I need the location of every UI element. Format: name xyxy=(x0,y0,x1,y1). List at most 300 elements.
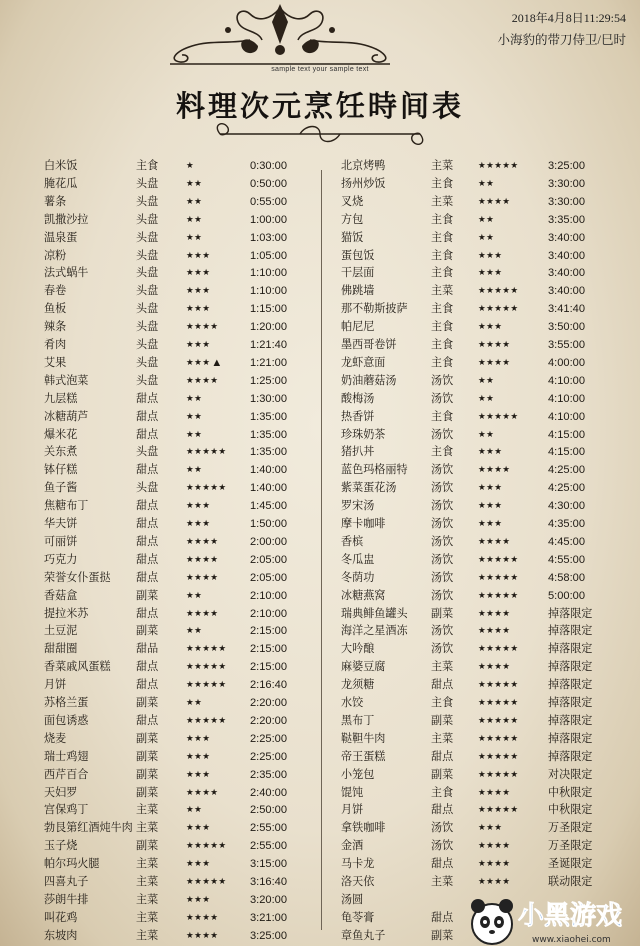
star-rating: ★★★★★ xyxy=(478,572,519,583)
recipe-name: 宫保鸡丁 xyxy=(44,804,89,817)
star-rating: ★★★ xyxy=(186,519,211,529)
recipe-type: 汤饮 xyxy=(431,643,454,656)
cook-time: 1:40:00 xyxy=(250,464,288,477)
star-rating: ★★★★★ xyxy=(478,644,519,655)
recipe-name: 龙须糖 xyxy=(341,679,375,692)
recipe-name: 馄饨 xyxy=(341,786,364,799)
recipe-type: 甜点 xyxy=(136,410,159,423)
recipe-name: 肴肉 xyxy=(44,339,67,351)
recipe-name: 香菇盒 xyxy=(44,589,78,602)
star-rating: ★★★★★ xyxy=(478,769,519,780)
recipe-type: 副菜 xyxy=(136,732,159,745)
star-rating: ★★★★★ xyxy=(478,554,519,565)
recipe-type: 汤饮 xyxy=(431,518,454,530)
recipe-name: 辣条 xyxy=(44,321,67,334)
star-rating: ★★★★★ xyxy=(186,447,227,458)
star-rating: ★★★ ▲ xyxy=(186,357,221,368)
recipe-type: 主菜 xyxy=(136,911,159,924)
recipe-name: 月饼 xyxy=(44,679,67,692)
recipe-name: 荣誉女仆蛋挞 xyxy=(44,571,111,584)
cook-time: 4:58:00 xyxy=(548,571,586,584)
star-rating: ★★★★★ xyxy=(478,680,519,691)
recipe-type: 甜点 xyxy=(136,661,159,674)
star-rating: ★★★ xyxy=(186,823,211,834)
cook-time: 3:40:00 xyxy=(548,267,586,280)
recipe-name: 蛋包饭 xyxy=(341,249,375,262)
cook-time: 2:55:00 xyxy=(250,822,288,835)
recipe-name: 罗宋汤 xyxy=(341,500,375,513)
recipe-name: 爆米花 xyxy=(44,428,78,441)
star-rating: ★★★ xyxy=(186,894,211,905)
recipe-type: 主食 xyxy=(431,697,454,709)
star-rating: ★★ xyxy=(186,465,203,476)
star-rating: ★★ xyxy=(186,698,203,708)
cook-time: 3:25:00 xyxy=(548,160,586,172)
cook-time: 2:16:40 xyxy=(250,679,288,692)
star-rating: ★★★★★ xyxy=(186,877,227,887)
cook-time: 2:15:00 xyxy=(250,625,288,638)
cook-time: 0:55:00 xyxy=(250,195,288,208)
recipe-name: 腌花瓜 xyxy=(44,177,78,190)
recipe-name: 苏格兰蛋 xyxy=(44,697,89,709)
recipe-name: 春卷 xyxy=(44,285,67,298)
star-rating: ★★★★★ xyxy=(186,841,227,852)
star-rating: ★★★★ xyxy=(186,554,219,565)
recipe-type: 主食 xyxy=(431,446,454,459)
cook-time: 1:20:00 xyxy=(250,321,288,334)
cook-time: 2:15:00 xyxy=(250,661,288,674)
star-rating: ★★★ xyxy=(478,483,503,494)
cook-time: 4:35:00 xyxy=(548,518,586,530)
recipe-name: 温泉蛋 xyxy=(44,231,78,244)
logo-url: www.xiaohei.com xyxy=(532,935,611,945)
recipe-type: 甜点 xyxy=(136,553,159,566)
star-rating: ★★★★★ xyxy=(478,715,519,726)
star-rating: ★★★★★ xyxy=(186,680,227,691)
recipe-type: 副菜 xyxy=(431,607,454,620)
star-rating: ★★★★ xyxy=(186,536,219,547)
star-rating: ★★★★ xyxy=(186,787,219,798)
cook-time: 2:25:00 xyxy=(250,732,288,745)
recipe-type: 甜点 xyxy=(431,679,454,692)
star-rating: ★★★ xyxy=(186,733,211,744)
recipe-type: 副菜 xyxy=(136,697,159,709)
star-rating: ★★★★ xyxy=(478,465,511,476)
recipe-type: 甜点 xyxy=(136,464,159,477)
recipe-type: 副菜 xyxy=(136,840,159,853)
recipe-name: 土豆泥 xyxy=(44,625,78,638)
recipe-name: 鱼子酱 xyxy=(44,482,78,495)
cook-time: 2:55:00 xyxy=(250,840,288,853)
star-rating: ★★★ xyxy=(478,447,503,458)
recipe-type: 汤饮 xyxy=(431,500,454,513)
star-rating: ★★★★★ xyxy=(186,644,227,655)
recipe-name: 焦糖布丁 xyxy=(44,500,89,513)
cook-time: 4:45:00 xyxy=(548,535,586,548)
recipe-type: 甜点 xyxy=(136,679,159,692)
cook-time: 1:25:00 xyxy=(250,374,288,387)
recipe-type: 主菜 xyxy=(431,876,454,888)
recipe-name: 法式蜗牛 xyxy=(44,267,89,280)
star-rating: ★★ xyxy=(478,178,495,189)
recipe-name: 珍珠奶茶 xyxy=(341,428,386,441)
recipe-type: 副菜 xyxy=(136,589,159,602)
star-rating: ★★★ xyxy=(478,519,503,529)
cook-time: 4:00:00 xyxy=(548,356,586,369)
recipe-name: 九层糕 xyxy=(44,392,78,405)
recipe-name: 猫饭 xyxy=(341,231,364,244)
author-subtitle: 小海豹的带刀侍卫/巳时 xyxy=(497,33,626,47)
recipe-type: 头盘 xyxy=(136,231,159,244)
cook-time: 4:25:00 xyxy=(548,464,586,477)
recipe-type: 主菜 xyxy=(136,893,159,906)
recipe-type: 头盘 xyxy=(136,356,159,369)
recipe-name: 天妇罗 xyxy=(44,786,78,799)
recipe-type: 主食 xyxy=(136,160,159,172)
star-rating: ★★★★★ xyxy=(478,161,519,171)
cook-time: 1:15:00 xyxy=(250,303,288,316)
cook-time: 4:55:00 xyxy=(548,553,586,566)
star-rating: ★★★★ xyxy=(478,859,511,870)
cook-time: 2:35:00 xyxy=(250,768,288,781)
star-rating: ★★ xyxy=(186,411,203,422)
cook-time: 1:21:00 xyxy=(250,356,288,369)
cook-time: 1:35:00 xyxy=(250,446,288,459)
recipe-name: 华夫饼 xyxy=(44,518,78,530)
panda-icon xyxy=(471,899,513,944)
cook-time: 联动限定 xyxy=(548,876,593,888)
recipe-type: 甜点 xyxy=(136,714,159,727)
star-rating: ★★★★★ xyxy=(478,304,519,315)
recipe-name: 香菜戚风蛋糕 xyxy=(44,661,111,674)
recipe-type: 头盘 xyxy=(136,249,159,262)
cook-time: 2:20:00 xyxy=(250,714,288,727)
cook-time: 3:40:00 xyxy=(548,285,586,298)
cook-time: 2:05:00 xyxy=(250,571,288,584)
cook-time: 0:30:00 xyxy=(250,160,288,172)
recipe-name: 玉子烧 xyxy=(44,840,78,853)
cook-time: 4:30:00 xyxy=(548,500,586,513)
cook-time: 2:20:00 xyxy=(250,697,288,709)
recipe-name: 小笼包 xyxy=(341,768,375,781)
recipe-type: 主菜 xyxy=(136,804,159,817)
cook-time: 3:40:00 xyxy=(548,249,586,262)
recipe-type: 甜点 xyxy=(136,428,159,441)
star-rating: ★★★★ xyxy=(186,375,219,386)
star-rating: ★★★★ xyxy=(478,841,511,852)
recipe-type: 主食 xyxy=(431,339,454,351)
cook-time: 1:21:40 xyxy=(250,339,288,351)
cook-time: 万圣限定 xyxy=(548,840,593,853)
star-rating: ★★★★★ xyxy=(478,733,519,744)
recipe-name: 薯条 xyxy=(44,195,67,208)
cook-time: 4:15:00 xyxy=(548,446,586,459)
recipe-name: 烧麦 xyxy=(44,732,67,745)
recipe-name: 西芹百合 xyxy=(44,768,89,781)
recipe-type: 汤饮 xyxy=(431,482,454,495)
star-rating: ★★ xyxy=(186,805,203,816)
recipe-name: 瑞士鸡翅 xyxy=(44,750,89,763)
star-rating: ★★ xyxy=(186,626,203,637)
recipe-type: 汤饮 xyxy=(431,374,454,387)
recipe-type: 汤饮 xyxy=(431,392,454,405)
recipe-name: 黑布丁 xyxy=(341,714,375,727)
cook-time: 圣诞限定 xyxy=(548,858,593,871)
star-rating: ★★★ xyxy=(186,859,211,870)
cook-time: 3:25:00 xyxy=(250,929,288,942)
recipe-type: 主食 xyxy=(431,410,454,423)
recipe-name: 扬州炒饭 xyxy=(341,177,386,190)
recipe-name: 干层面 xyxy=(341,267,375,280)
recipe-name: 提拉米苏 xyxy=(44,607,89,620)
star-rating: ★★★★ xyxy=(478,196,511,207)
cook-time: 中秋限定 xyxy=(548,804,593,817)
cook-time: 掉落限定 xyxy=(548,750,593,763)
recipe-type: 汤饮 xyxy=(431,625,454,638)
star-rating: ★★★★★ xyxy=(478,805,519,816)
cook-time: 中秋限定 xyxy=(548,786,593,799)
recipe-name: 鞑靼牛肉 xyxy=(341,732,386,745)
cook-time: 1:35:00 xyxy=(250,410,288,423)
cook-time: 掉落限定 xyxy=(548,607,593,620)
star-rating: ★★★★ xyxy=(186,322,219,333)
cook-time: 1:00:00 xyxy=(250,213,288,226)
recipe-name: 艾果 xyxy=(44,356,67,369)
star-rating: ★★★ xyxy=(478,823,503,834)
cook-time: 4:15:00 xyxy=(548,428,586,441)
cook-time: 3:20:00 xyxy=(250,893,288,906)
cook-time: 2:10:00 xyxy=(250,607,288,620)
recipe-type: 主菜 xyxy=(431,661,454,674)
recipe-type: 甜点 xyxy=(431,911,454,924)
recipe-name: 拿铁咖啡 xyxy=(341,822,386,835)
recipe-type: 主菜 xyxy=(136,858,159,871)
recipe-type: 甜点 xyxy=(136,518,159,530)
star-rating: ★★★ xyxy=(186,286,211,297)
cook-time: 4:10:00 xyxy=(548,410,586,423)
recipe-name: 关东煮 xyxy=(44,446,78,459)
recipe-name: 马卡龙 xyxy=(341,858,375,871)
recipe-name: 鱼板 xyxy=(44,303,67,316)
recipe-type: 主食 xyxy=(431,213,454,226)
star-rating: ★★ xyxy=(186,429,203,440)
cook-time: 3:40:00 xyxy=(548,231,586,244)
star-rating: ★★★★ xyxy=(186,912,219,923)
recipe-type: 副菜 xyxy=(136,750,159,763)
recipe-type: 甜点 xyxy=(431,750,454,763)
cook-time: 掉落限定 xyxy=(548,679,593,692)
cook-time: 掉落限定 xyxy=(548,697,593,709)
cook-time: 掉落限定 xyxy=(548,732,593,745)
recipe-type: 汤饮 xyxy=(431,840,454,853)
recipe-type: 副菜 xyxy=(136,768,159,781)
cook-time: 掉落限定 xyxy=(548,643,593,656)
cook-time: 万圣限定 xyxy=(548,822,593,835)
recipe-name: 麻婆豆腐 xyxy=(341,661,386,674)
star-rating: ★★★ xyxy=(186,501,211,512)
recipe-type: 主食 xyxy=(431,231,454,244)
cook-time: 3:16:40 xyxy=(250,876,288,888)
recipe-name: 帝王蛋糕 xyxy=(341,750,386,763)
star-rating: ★★★ xyxy=(478,250,503,261)
star-rating: ★★★ xyxy=(478,268,503,279)
recipe-name: 钵仔糕 xyxy=(44,464,78,477)
recipe-type: 汤饮 xyxy=(431,428,454,441)
star-rating: ★★★★ xyxy=(478,787,511,798)
recipe-type: 汤饮 xyxy=(431,535,454,548)
recipe-name: 香槟 xyxy=(341,535,364,548)
star-rating: ★★★★★ xyxy=(478,590,519,601)
star-rating: ★★★★★ xyxy=(186,662,227,673)
recipe-name: 巧克力 xyxy=(44,553,78,566)
recipe-name: 冬荫功 xyxy=(341,571,375,584)
recipe-name: 水饺 xyxy=(341,697,364,709)
recipe-type: 甜点 xyxy=(136,392,159,405)
star-rating: ★★ xyxy=(186,232,203,243)
recipe-name: 帕尔玛火腿 xyxy=(44,858,100,871)
star-rating: ★★ xyxy=(478,393,495,404)
recipe-type: 主菜 xyxy=(431,285,454,298)
star-rating: ★★★★★ xyxy=(478,751,519,762)
recipe-type: 主食 xyxy=(431,321,454,334)
timestamp: 2018年4月8日11:29:54 xyxy=(511,11,626,25)
star-rating: ★★★★ xyxy=(478,536,511,547)
recipe-name: 大吟酿 xyxy=(341,643,375,656)
recipe-name: 紫菜蛋花汤 xyxy=(341,482,397,495)
cook-time: 2:50:00 xyxy=(250,804,288,817)
recipe-name: 猪扒丼 xyxy=(341,446,375,459)
recipe-name: 章鱼丸子 xyxy=(341,929,386,942)
star-rating: ★★★ xyxy=(186,304,211,315)
recipe-type: 副菜 xyxy=(136,625,159,638)
page-title: 料理次元烹饪時间表 xyxy=(175,91,464,123)
star-rating: ★★★★ xyxy=(478,340,511,350)
star-rating: ★★★★★ xyxy=(478,411,519,422)
star-rating: ★★★★★ xyxy=(186,483,227,494)
cook-time: 2:15:00 xyxy=(250,643,288,656)
recipe-type: 头盘 xyxy=(136,303,159,316)
cook-time: 1:40:00 xyxy=(250,482,288,495)
logo-text: 小黑游戏 xyxy=(518,901,623,931)
cook-time: 4:10:00 xyxy=(548,374,586,387)
recipe-name: 韩式泡菜 xyxy=(44,374,89,387)
recipe-name: 四喜丸子 xyxy=(44,876,89,888)
cook-time: 3:21:00 xyxy=(250,911,288,924)
recipe-type: 主菜 xyxy=(136,822,159,835)
recipe-type: 甜点 xyxy=(136,535,159,548)
recipe-type: 甜品 xyxy=(136,643,159,656)
recipe-name: 汤圆 xyxy=(341,893,364,906)
recipe-type: 头盘 xyxy=(136,285,159,298)
cook-time: 2:25:00 xyxy=(250,750,288,763)
recipe-type: 头盘 xyxy=(136,267,159,280)
star-rating: ★★★★★ xyxy=(478,286,519,297)
cook-time: 0:50:00 xyxy=(250,177,288,190)
recipe-type: 主菜 xyxy=(431,732,454,745)
star-rating: ★★ xyxy=(186,393,203,404)
cook-time: 2:05:00 xyxy=(250,553,288,566)
cook-time: 1:10:00 xyxy=(250,267,288,280)
recipe-name: 佛跳墙 xyxy=(341,285,375,298)
recipe-type: 汤饮 xyxy=(431,571,454,584)
sample-text: sample text your sample text xyxy=(271,66,369,73)
star-rating: ★★★★ xyxy=(478,357,511,368)
star-rating: ★★★ xyxy=(186,340,211,350)
recipe-name: 冰糖葫芦 xyxy=(44,410,89,423)
recipe-name: 摩卡咖啡 xyxy=(341,518,386,530)
recipe-name: 海洋之星酒冻 xyxy=(341,625,408,638)
recipe-name: 面包诱惑 xyxy=(44,714,89,727)
recipe-type: 主菜 xyxy=(431,195,454,208)
star-rating: ★★★ xyxy=(478,322,503,333)
recipe-type: 头盘 xyxy=(136,446,159,459)
cook-time: 1:30:00 xyxy=(250,392,288,405)
recipe-name: 龙虾意面 xyxy=(341,356,386,369)
recipe-type: 甜点 xyxy=(431,858,454,871)
recipe-type: 主菜 xyxy=(431,160,454,172)
recipe-name: 勃艮第红酒炖牛肉 xyxy=(44,822,133,835)
recipe-type: 汤饮 xyxy=(431,553,454,566)
recipe-name: 叉烧 xyxy=(341,195,364,208)
cook-time: 掉落限定 xyxy=(548,714,593,727)
recipe-type: 主菜 xyxy=(136,929,159,942)
cook-time: 4:25:00 xyxy=(548,482,586,495)
cook-time: 掉落限定 xyxy=(548,661,593,674)
recipe-name: 东坡肉 xyxy=(44,929,78,942)
recipe-name: 北京烤鸭 xyxy=(341,160,386,172)
recipe-type: 副菜 xyxy=(431,929,454,942)
cook-time: 2:40:00 xyxy=(250,786,288,799)
recipe-name: 可丽饼 xyxy=(44,535,78,548)
recipe-name: 叫花鸡 xyxy=(44,911,78,924)
cook-time: 对决限定 xyxy=(548,768,593,781)
crown-ornament-icon xyxy=(130,0,430,70)
cook-time: 1:03:00 xyxy=(250,231,288,244)
recipe-name: 冰糖燕窝 xyxy=(341,589,386,602)
recipe-name: 方包 xyxy=(341,213,364,226)
recipe-type: 头盘 xyxy=(136,374,159,387)
recipe-type: 头盘 xyxy=(136,482,159,495)
recipe-name: 凉粉 xyxy=(44,249,67,262)
flourish-ornament-icon xyxy=(210,120,430,148)
recipe-name: 白米饭 xyxy=(44,160,78,172)
recipe-type: 头盘 xyxy=(136,321,159,334)
star-rating: ★★★★ xyxy=(186,572,219,583)
star-rating: ★★★★★ xyxy=(478,698,519,708)
recipe-type: 甜点 xyxy=(431,804,454,817)
recipe-type: 主食 xyxy=(431,786,454,799)
cook-time: 2:10:00 xyxy=(250,589,288,602)
star-rating: ★★ xyxy=(186,214,203,225)
recipe-name: 酸梅汤 xyxy=(341,392,375,405)
star-rating: ★★★★ xyxy=(478,608,511,619)
cook-time: 2:00:00 xyxy=(250,535,288,548)
recipe-type: 汤饮 xyxy=(431,822,454,835)
recipe-type: 甜点 xyxy=(136,607,159,620)
cook-time: 1:45:00 xyxy=(250,500,288,513)
recipe-name: 墨西哥卷饼 xyxy=(341,339,397,351)
recipe-type: 甜点 xyxy=(136,571,159,584)
cook-time: 3:55:00 xyxy=(548,339,586,351)
recipe-type: 主食 xyxy=(431,249,454,262)
watermark-logo xyxy=(470,882,640,946)
star-rating: ★★★ xyxy=(478,501,503,512)
cook-time: 3:15:00 xyxy=(250,858,288,871)
column-divider xyxy=(321,170,322,930)
recipe-name: 那不勒斯披萨 xyxy=(341,303,408,316)
recipe-name: 洛天依 xyxy=(341,876,375,888)
star-rating: ★★★ xyxy=(186,268,211,279)
